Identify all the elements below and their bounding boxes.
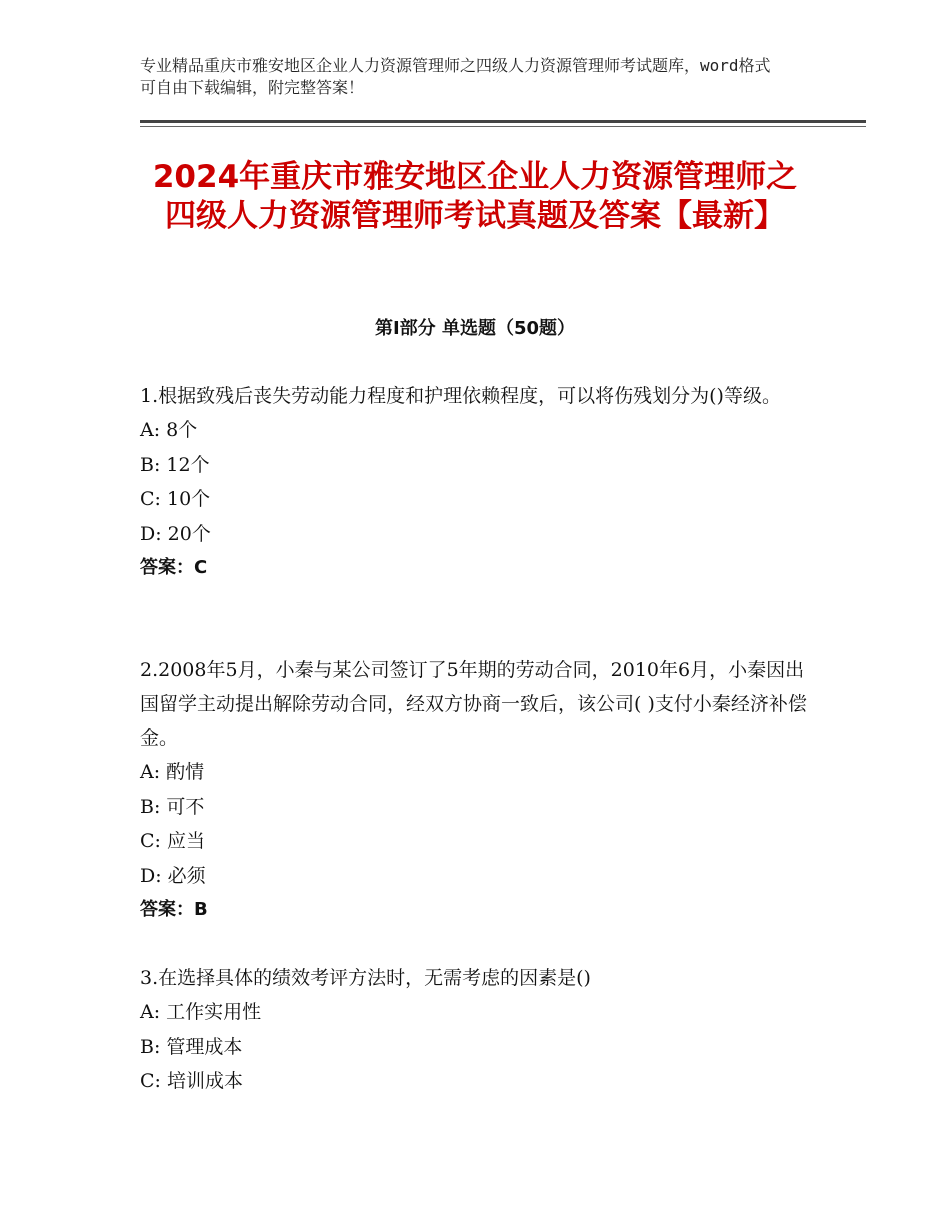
question-stem: 2.2008年5月，小秦与某公司签订了5年期的劳动合同，2010年6月，小秦因出国留学主动提出解除劳动合同，经双方协商一致后，该公司( )支付小秦经济补偿金。 <box>140 659 807 749</box>
question-1 <box>140 379 810 585</box>
option-d: D: 必须 <box>140 864 206 887</box>
option-b: B: 12个 <box>140 453 210 476</box>
document-title: 2024年重庆市雅安地区企业人力资源管理师之四级人力资源管理师考试真题及答案【最新】 <box>152 159 798 234</box>
option-d: D: 20个 <box>140 522 211 545</box>
option-c: C: 培训成本 <box>140 1070 243 1092</box>
header-rule <box>140 120 866 123</box>
option-b: B: 可不 <box>140 795 205 818</box>
option-c: C: 应当 <box>140 830 205 852</box>
question-3 <box>140 961 810 1099</box>
option-a: A: 工作实用性 <box>140 1001 262 1023</box>
section-heading: 第Ⅰ部分 单选题（50题） <box>374 318 575 339</box>
question-2 <box>140 653 810 927</box>
header-note: 专业精品重庆市雅安地区企业人力资源管理师之四级人力资源管理师考试题库，word格式可自由下载编辑，附完整答案！ <box>140 56 771 97</box>
question-stem: 3.在选择具体的绩效考评方法时，无需考虑的因素是() <box>140 967 591 989</box>
answer: 答案：B <box>140 899 208 920</box>
option-a: A: 8个 <box>140 419 198 441</box>
question-stem: 1.根据致残后丧失劳动能力程度和护理依赖程度，可以将伤残划分为()等级。 <box>140 385 781 407</box>
answer: 答案：C <box>140 557 208 578</box>
header-rule-secondary <box>140 126 866 127</box>
option-a: A: 酌情 <box>140 761 205 783</box>
option-c: C: 10个 <box>140 488 211 510</box>
option-b: B: 管理成本 <box>140 1035 243 1058</box>
